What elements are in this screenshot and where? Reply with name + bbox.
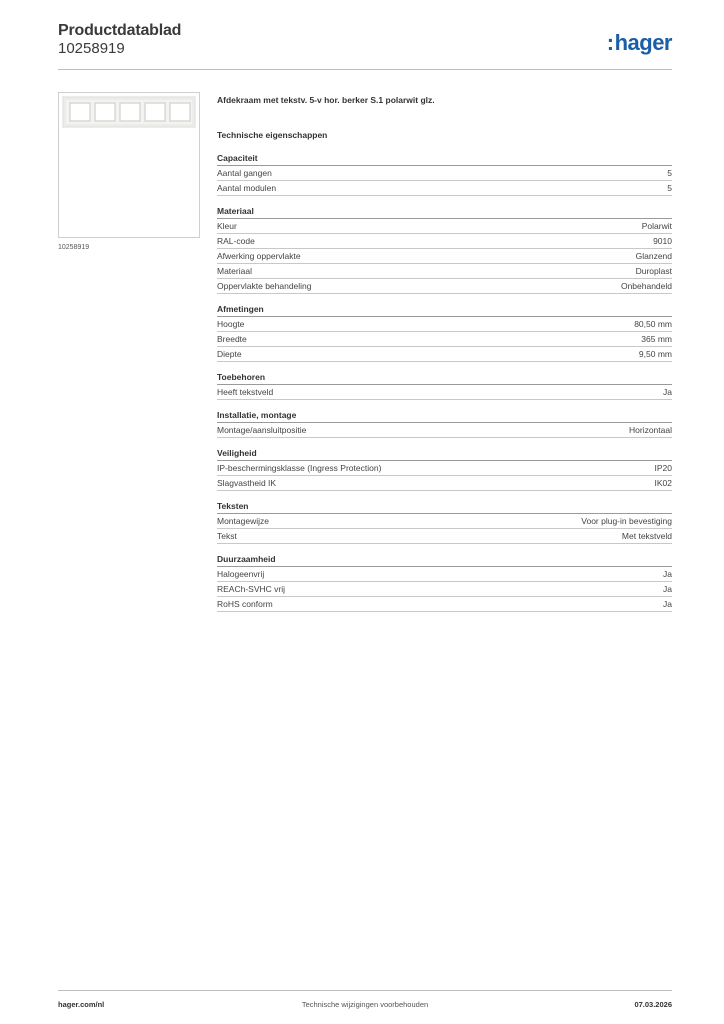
frame-illustration xyxy=(59,93,199,237)
section-teksten xyxy=(217,500,672,544)
footer-date: 07.03.2026 xyxy=(634,1000,672,1009)
page-footer xyxy=(58,990,672,1011)
property-value: 5 xyxy=(667,168,672,178)
section-title: Duurzaamheid xyxy=(217,553,672,567)
property-row xyxy=(217,461,672,476)
section-title: Capaciteit xyxy=(217,152,672,166)
section-capaciteit xyxy=(217,152,672,196)
property-value: Ja xyxy=(663,387,672,397)
property-row xyxy=(217,249,672,264)
property-row xyxy=(217,332,672,347)
property-label: Montage/aansluitpositie xyxy=(217,425,307,435)
footer-website-link[interactable]: hager.com/nl xyxy=(58,1000,105,1009)
property-label: RoHS conform xyxy=(217,599,273,609)
header-divider xyxy=(58,69,672,70)
property-label: Tekst xyxy=(217,531,237,541)
page-header xyxy=(58,22,672,72)
property-value: Polarwit xyxy=(641,221,672,231)
property-value: Ja xyxy=(663,599,672,609)
property-value: 80,50 mm xyxy=(634,319,672,329)
section-title: Afmetingen xyxy=(217,303,672,317)
property-label: Kleur xyxy=(217,221,237,231)
section-veiligheid xyxy=(217,447,672,491)
property-row xyxy=(217,529,672,544)
property-row xyxy=(217,219,672,234)
property-row xyxy=(217,181,672,196)
property-label: Slagvastheid IK xyxy=(217,478,277,488)
property-row xyxy=(217,234,672,249)
property-row xyxy=(217,423,672,438)
property-label: Afwerking oppervlakte xyxy=(217,251,301,261)
hager-logo: :hager xyxy=(606,30,672,55)
property-label: Hoogte xyxy=(217,319,245,329)
property-row xyxy=(217,264,672,279)
property-value: Onbehandeld xyxy=(620,281,672,291)
property-label: Halogeenvrij xyxy=(217,569,265,579)
section-afmetingen xyxy=(217,303,672,362)
image-caption: 10258919 xyxy=(58,244,90,251)
section-title: Installatie, montage xyxy=(217,409,672,423)
document-number: 10258919 xyxy=(58,40,125,57)
property-value: 5 xyxy=(667,183,672,193)
product-description: Afdekraam met tekstv. 5-v hor. berker S.1 polarwit glz. xyxy=(217,95,435,105)
property-value: 9010 xyxy=(653,236,672,246)
technical-properties-heading: Technische eigenschappen xyxy=(217,130,328,140)
section-title: Toebehoren xyxy=(217,371,672,385)
property-value: IK02 xyxy=(654,478,672,488)
property-row xyxy=(217,385,672,400)
property-row xyxy=(217,279,672,294)
property-label: Oppervlakte behandeling xyxy=(217,281,312,291)
property-row xyxy=(217,567,672,582)
property-value: Glanzend xyxy=(635,251,672,261)
property-row xyxy=(217,582,672,597)
property-label: Materiaal xyxy=(217,266,252,276)
section-title: Materiaal xyxy=(217,205,672,219)
property-label: Heeft tekstveld xyxy=(217,387,274,397)
properties-sections xyxy=(217,152,672,612)
property-value: Horizontaal xyxy=(629,425,672,435)
property-value: Met tekstveld xyxy=(621,531,672,541)
property-value: Duroplast xyxy=(635,266,672,276)
property-row xyxy=(217,317,672,332)
section-installatie-montage xyxy=(217,409,672,438)
property-label: Diepte xyxy=(217,349,242,359)
property-label: IP-beschermingsklasse (Ingress Protection) xyxy=(217,463,382,473)
property-value: IP20 xyxy=(654,463,672,473)
property-row xyxy=(217,166,672,181)
section-duurzaamheid xyxy=(217,553,672,612)
property-row xyxy=(217,476,672,491)
property-value: Voor plug-in bevestiging xyxy=(581,516,672,526)
property-row xyxy=(217,597,672,612)
property-label: Aantal gangen xyxy=(217,168,272,178)
property-label: Aantal modulen xyxy=(217,183,277,193)
footer-disclaimer: Technische wijzigingen voorbehouden xyxy=(301,1000,429,1009)
property-row xyxy=(217,514,672,529)
property-label: Montagewijze xyxy=(217,516,269,526)
section-title: Veiligheid xyxy=(217,447,672,461)
property-label: REACh-SVHC vrij xyxy=(217,584,286,594)
property-value: 9,50 mm xyxy=(638,349,672,359)
property-label: RAL-code xyxy=(217,236,255,246)
property-value: Ja xyxy=(663,584,672,594)
section-title: Teksten xyxy=(217,500,672,514)
section-materiaal xyxy=(217,205,672,294)
document-title: Productdatablad xyxy=(58,22,182,39)
property-row xyxy=(217,347,672,362)
logo-text: hager xyxy=(614,30,672,55)
property-value: 365 mm xyxy=(641,334,672,344)
property-label: Breedte xyxy=(217,334,247,344)
product-content xyxy=(217,95,672,621)
section-toebehoren xyxy=(217,371,672,400)
property-value: Ja xyxy=(663,569,672,579)
product-image xyxy=(58,92,200,238)
